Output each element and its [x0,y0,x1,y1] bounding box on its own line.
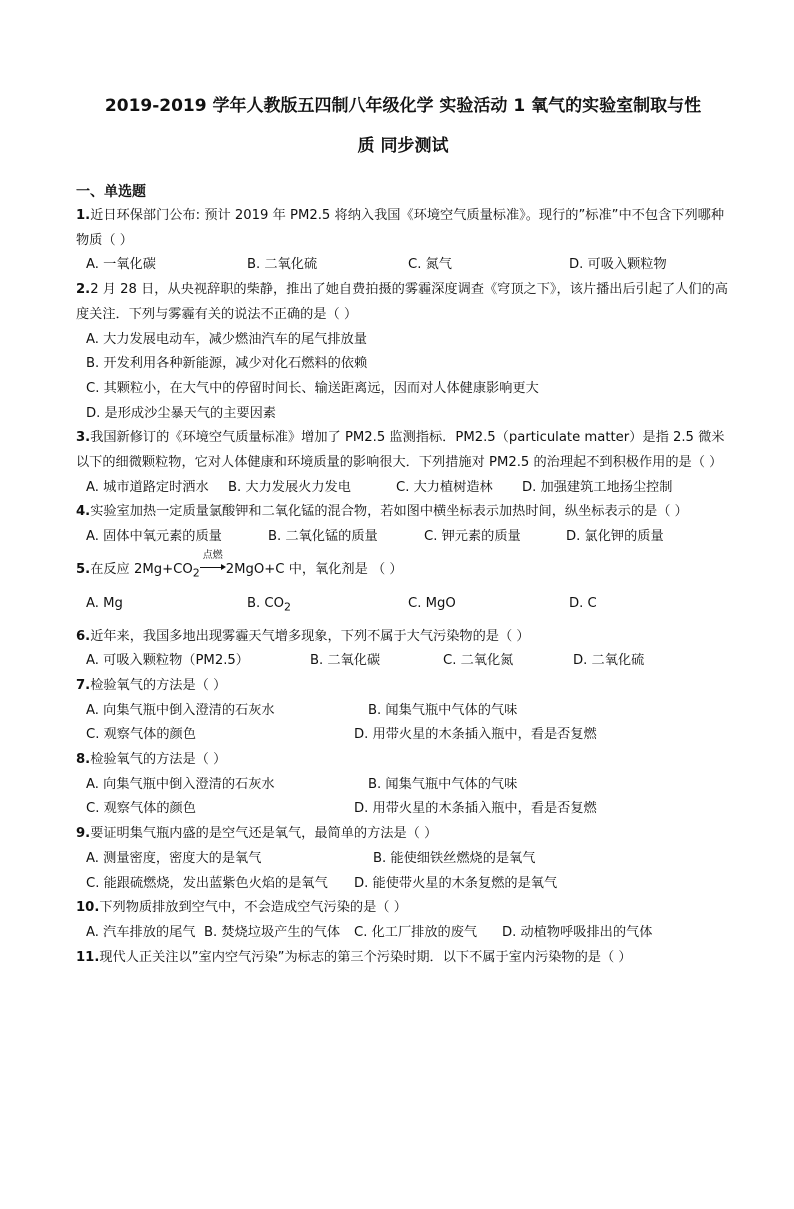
option-b: B. 闻集气瓶中气体的气味 [368,776,518,792]
subscript: 2 [284,600,292,614]
option-a: A. 向集气瓶中倒入澄清的石灰水 [86,702,275,718]
title-line-2: 质 同步测试 [357,136,449,156]
question-9-options-row-1 [76,847,730,872]
option-a: A. 可吸入颗粒物（PM2.5） [86,653,249,669]
question-2-option-d: D. 是形成沙尘暴天气的主要因素 [86,405,276,421]
option-a: A. 汽车排放的尾气 [86,924,196,940]
question-8-options-row-2 [76,797,730,822]
question-5: 5.在反应 $2Mg+CO_2$ 点燃 2MgO+C 中，氧化剂是 （ ） [76,549,403,580]
option-b: B. $CO_2$ [247,596,292,614]
option-d: D. 能使带火星的木条复燃的是氧气 [354,875,558,891]
question-5-options [76,592,730,620]
option-c: C. 大力植树造林 [396,479,493,495]
reaction-condition: 点燃 [202,549,223,561]
question-1-options [76,253,730,278]
option-c: C. MgO [408,596,456,612]
option-a: A. 向集气瓶中倒入澄清的石灰水 [86,776,275,792]
section-heading: 一、单选题 [76,184,146,200]
question-3-options [76,476,730,501]
question-10: 10.下列物质排放到空气中，不会造成空气污染的是（ ） [76,900,407,916]
option-a: A. Mg [86,596,123,612]
question-6: 6.近年来，我国多地出现雾霾天气增多现象，下列不属于大气污染物的是（ ） [76,628,530,644]
document-title [76,86,730,166]
subscript: 2 [192,566,200,580]
option-b: B. 二氧化硫 [247,257,318,273]
question-9: 9.要证明集气瓶内盛的是空气还是氧气，最简单的方法是（ ） [76,826,438,842]
reaction-arrow [200,549,226,574]
option-d: D. 动植物呼吸排出的气体 [502,924,653,940]
option-a: A. 一氧化碳 [86,257,156,273]
option-b: B. 二氧化碳 [310,653,381,669]
question-7-options-row-1 [76,699,730,724]
option-a: A. 固体中氧元素的质量 [86,529,222,545]
option-d: D. 用带火星的木条插入瓶中，看是否复燃 [354,801,597,817]
option-d: D. 氯化钾的质量 [566,529,664,545]
option-b: B. 二氧化锰的质量 [268,529,378,545]
question-2-option-c: C. 其颗粒小，在大气中的停留时间长、输送距离远，因而对人体健康影响更大 [86,380,539,396]
question-2-option-a: A. 大力发展电动车，减少燃油汽车的尾气排放量 [86,331,367,347]
option-c: C. 观察气体的颜色 [86,801,196,817]
option-c: C. 能跟硫燃烧，发出蓝紫色火焰的是氧气 [86,875,328,891]
option-c: C. 二氧化氮 [443,653,514,669]
option-d: D. 二氧化硫 [573,653,645,669]
question-3: 3.我国新修订的《环境空气质量标准》增加了 PM2.5 监测指标．PM2.5（particulate matter）是指 2.5 微米以下的细微颗粒物，它对人体健康和环境质量的影响很大．下列措施对 PM2.5 的治理起不到积极作用的是（ ） [76,430,725,471]
question-2: 2.2 月 28 日，从央视辞职的柴静，推出了她自费拍摄的雾霾深度调查《穹顶之下》，该片播出后引起了人们的高度关注．下列与雾霾有关的说法不正确的是（ ） [76,282,728,322]
option-c: C. 化工厂排放的废气 [354,924,478,940]
title-line-1: 2019-2019 学年人教版五四制八年级化学 实验活动 1 氧气的实验室制取与性 [104,96,702,116]
question-7-options-row-2 [76,723,730,748]
document-page [0,86,794,1209]
option-d: D. 加强建筑工地扬尘控制 [522,479,673,495]
option-d: D. 可吸入颗粒物 [569,257,667,273]
question-8: 8.检验氧气的方法是（ ） [76,752,227,768]
question-11: 11.现代人正关注以”室内空气污染”为标志的第三个污染时期．以下不属于室内污染物的是（ ） [76,949,632,965]
option-c: C. 钾元素的质量 [424,529,521,545]
question-4-options [76,525,730,550]
question-2-option-b: B. 开发利用各种新能源，减少对化石燃料的依赖 [86,356,368,372]
option-c: C. 氮气 [408,257,452,273]
option-d: D. C [569,596,597,612]
question-7: 7.检验氧气的方法是（ ） [76,677,227,693]
option-b: B. 能使细铁丝燃烧的是氧气 [373,850,536,866]
question-9-options-row-2 [76,872,730,897]
question-8-options-row-1 [76,773,730,798]
question-4: 4.实验室加热一定质量氯酸钾和二氧化锰的混合物，若如图中横坐标表示加热时间，纵坐标表示的是（ ） [76,504,688,520]
option-b: B. 大力发展火力发电 [228,479,351,495]
option-a: A. 城市道路定时洒水 [86,479,209,495]
question-1: 1.近日环保部门公布: 预计 2019 年 PM2.5 将纳入我国《环境空气质量标准》。现行的”标准”中不包含下列哪种物质（ ） [76,208,725,248]
question-10-options [76,921,730,946]
option-b: B. 焚烧垃圾产生的气体 [204,924,341,940]
question-6-options [76,649,730,674]
arrow-head-icon [221,564,226,570]
option-a: A. 测量密度，密度大的是氧气 [86,850,262,866]
option-c: C. 观察气体的颜色 [86,727,196,743]
option-d: D. 用带火星的木条插入瓶中，看是否复燃 [354,727,597,743]
option-b: B. 闻集气瓶中气体的气味 [368,702,518,718]
